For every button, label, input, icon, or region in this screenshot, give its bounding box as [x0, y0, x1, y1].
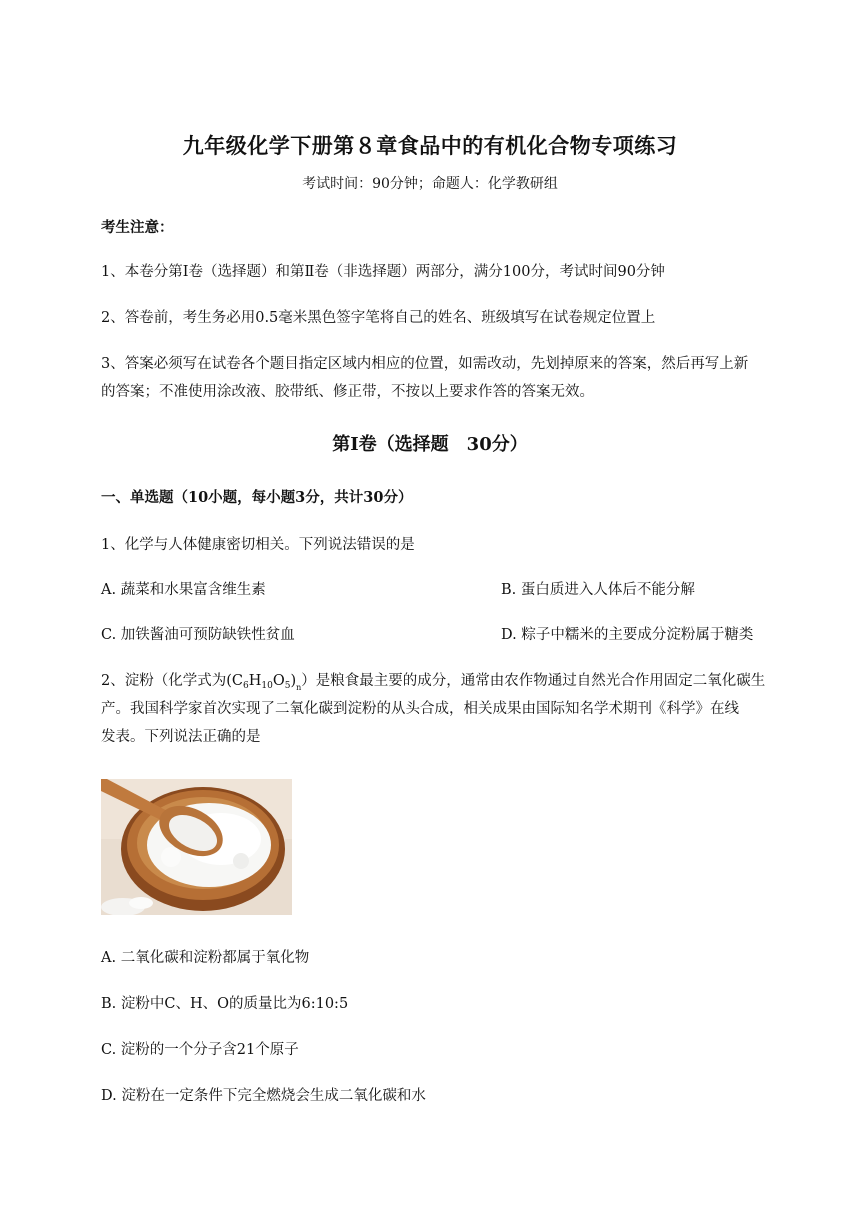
exam-title: 九年级化学下册第８章食品中的有机化合物专项练习	[182, 133, 678, 158]
question-2-option-c[interactable]: C. 淀粉的一个分子含21个原子	[101, 1042, 299, 1058]
formula-element: H	[248, 673, 262, 689]
formula-subscript: 6	[242, 681, 249, 691]
formula-subscript-n: n	[296, 683, 302, 692]
section-title: 第Ⅰ卷（选择题 30分）	[332, 434, 528, 455]
option-c[interactable]: C. 加铁酱油可预防缺铁性贫血	[101, 627, 295, 643]
option-d[interactable]: D. 粽子中糯米的主要成分淀粉属于糖类	[501, 627, 754, 643]
starch-bowl-image	[101, 779, 292, 915]
question-2-option-a[interactable]: A. 二氧化碳和淀粉都属于氧化物	[101, 950, 310, 966]
notice-heading: 考生注意：	[101, 219, 174, 236]
question-1-stem: 1、化学与人体健康密切相关。下列说法错误的是	[101, 537, 415, 553]
question-2-option-b[interactable]: B. 淀粉中C、H、O的质量比为6:10:5	[101, 996, 349, 1012]
question-2-stem-end: ）是粮食最主要的成分，通常由农作物通过自然光合作用固定二氧化碳生	[301, 673, 766, 689]
question-2-stem-start: 2、淀粉（化学式为(C	[101, 673, 243, 689]
formula-subscript: 10	[261, 681, 273, 691]
question-1-options-row-2	[101, 621, 811, 649]
notice-item: 3、答案必须写在试卷各个题目指定区域内相应的位置，如需改动，先划掉原来的答案，然后再写上新	[101, 356, 749, 372]
question-2-stem-line-3: 发表。下列说法正确的是	[101, 729, 261, 745]
option-a[interactable]: A. 蔬菜和水果富含维生素	[101, 582, 266, 598]
exam-subtitle: 考试时间：90分钟；命题人：化学教研组	[302, 176, 558, 192]
part-heading: 一、单选题（10小题，每小题3分，共计30分）	[101, 489, 413, 506]
formula-subscript: 5	[284, 681, 291, 691]
notice-item: 1、本卷分第Ⅰ卷（选择题）和第Ⅱ卷（非选择题）两部分，满分100分，考试时间90分钟	[101, 264, 665, 280]
notice-item: 2、答卷前，考生务必用0.5毫米黑色签字笔将自己的姓名、班级填写在试卷规定位置上	[101, 310, 656, 326]
notice-item-continued: 的答案；不准使用涂改液、胶带纸、修正带，不按以上要求作答的答案无效。	[101, 384, 594, 400]
question-2-option-d[interactable]: D. 淀粉在一定条件下完全燃烧会生成二氧化碳和水	[101, 1088, 426, 1104]
question-1-options-row-1	[101, 576, 811, 604]
formula-element: O	[272, 673, 285, 689]
option-b[interactable]: B. 蛋白质进入人体后不能分解	[501, 582, 695, 598]
question-2-stem-line-2: 产。我国科学家首次实现了二氧化碳到淀粉的从头合成，相关成果由国际知名学术期刊《科学》在线	[101, 701, 739, 717]
formula-paren: )	[290, 673, 297, 689]
